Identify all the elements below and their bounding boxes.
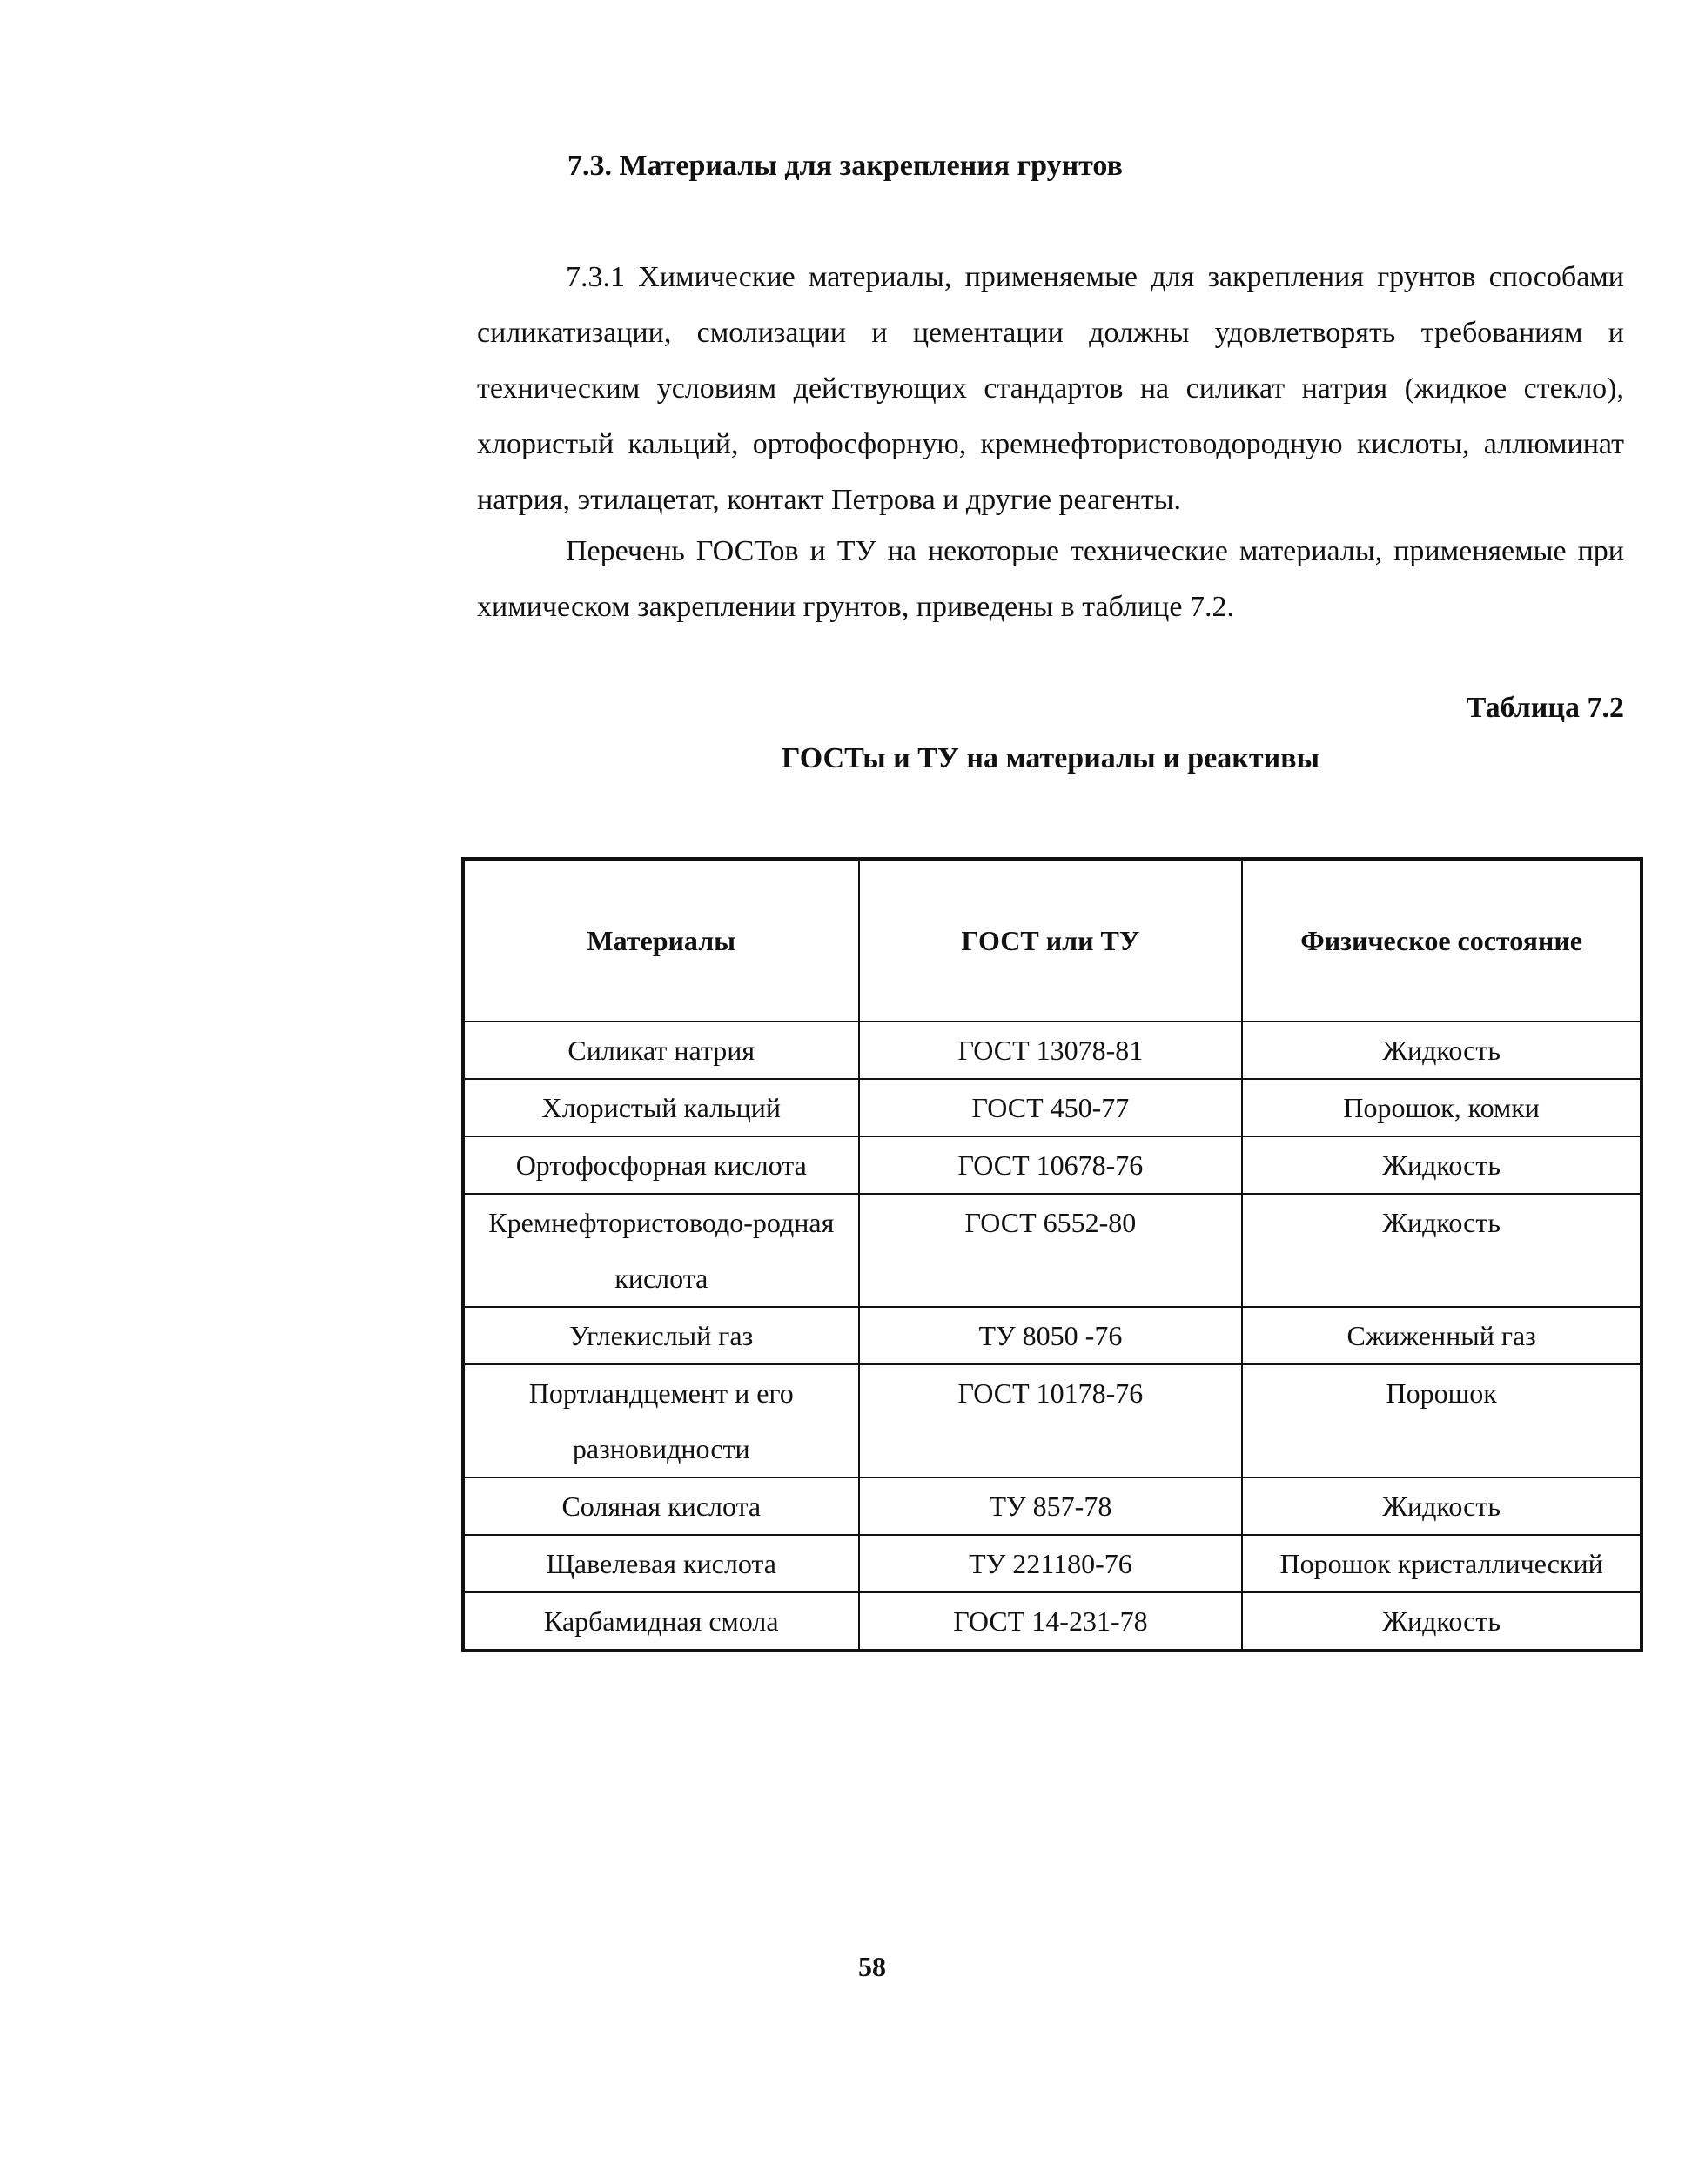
cell-material: Углекислый газ [463,1307,859,1364]
table-row [463,1194,1642,1307]
cell-material: Силикат натрия [463,1022,859,1079]
table-row [463,1079,1642,1136]
table-title: ГОСТы и ТУ на материалы и реактивы [781,742,1320,774]
cell-standard: ГОСТ 6552-80 [859,1194,1243,1307]
cell-state: Порошок [1242,1364,1642,1477]
cell-state: Жидкость [1242,1477,1642,1535]
paragraph-7-3-1: 7.3.1 Химические материалы, применяемые для закрепления грунтов способами силикатизации, смолизации и цементации должны удовлетворять требованиям и техническим условиям действующих стандартов на силикат натрия (жидкое стекло), хлористый кальций, ортофосфорную, кремнефтористоводородную кислоты, аллюминат натрия, этилацетат, контакт Петрова и другие реагенты. [477,261,1624,516]
cell-standard: ГОСТ 14-231-78 [859,1592,1243,1651]
page-number: 58 [858,1951,886,1982]
cell-material: Хлористый кальций [463,1079,859,1136]
table-row [463,1022,1642,1079]
table-row [463,1364,1642,1477]
header-physical-state: Физическое состояние [1242,859,1642,1022]
table-row [463,1136,1642,1194]
cell-material: Соляная кислота [463,1477,859,1535]
cell-state: Порошок кристаллический [1242,1535,1642,1592]
materials-table [461,857,1643,1652]
cell-standard: ТУ 221180-76 [859,1535,1243,1592]
section-title: 7.3. Материалы для закрепления грунтов [567,150,1123,182]
cell-material: Ортофосфорная кислота [463,1136,859,1194]
header-materials: Материалы [463,859,859,1022]
cell-state: Жидкость [1242,1136,1642,1194]
header-gost-tu: ГОСТ или ТУ [859,859,1243,1022]
cell-standard: ГОСТ 10178-76 [859,1364,1243,1477]
cell-state: Сжиженный газ [1242,1307,1642,1364]
table-row [463,1592,1642,1651]
cell-standard: ГОСТ 10678-76 [859,1136,1243,1194]
cell-material: Кремнефтористоводо-родная кислота [463,1194,859,1307]
cell-state: Жидкость [1242,1022,1642,1079]
cell-standard: ГОСТ 450-77 [859,1079,1243,1136]
cell-state: Жидкость [1242,1592,1642,1651]
table-row [463,1307,1642,1364]
cell-material: Портландцемент и его разновидности [463,1364,859,1477]
cell-standard: ТУ 857-78 [859,1477,1243,1535]
table-row [463,1477,1642,1535]
cell-material: Щавелевая кислота [463,1535,859,1592]
table-row [463,1535,1642,1592]
table-header-row [463,859,1642,1022]
cell-state: Жидкость [1242,1194,1642,1307]
cell-state: Порошок, комки [1242,1079,1642,1136]
paragraph-gost-list-intro: Перечень ГОСТов и ТУ на некоторые технические материалы, применяемые при химическом закреплении грунтов, приведены в таблице 7.2. [477,535,1624,623]
cell-standard: ТУ 8050 -76 [859,1307,1243,1364]
cell-material: Карбамидная смола [463,1592,859,1651]
table-number: Таблица 7.2 [1466,692,1624,724]
cell-standard: ГОСТ 13078-81 [859,1022,1243,1079]
